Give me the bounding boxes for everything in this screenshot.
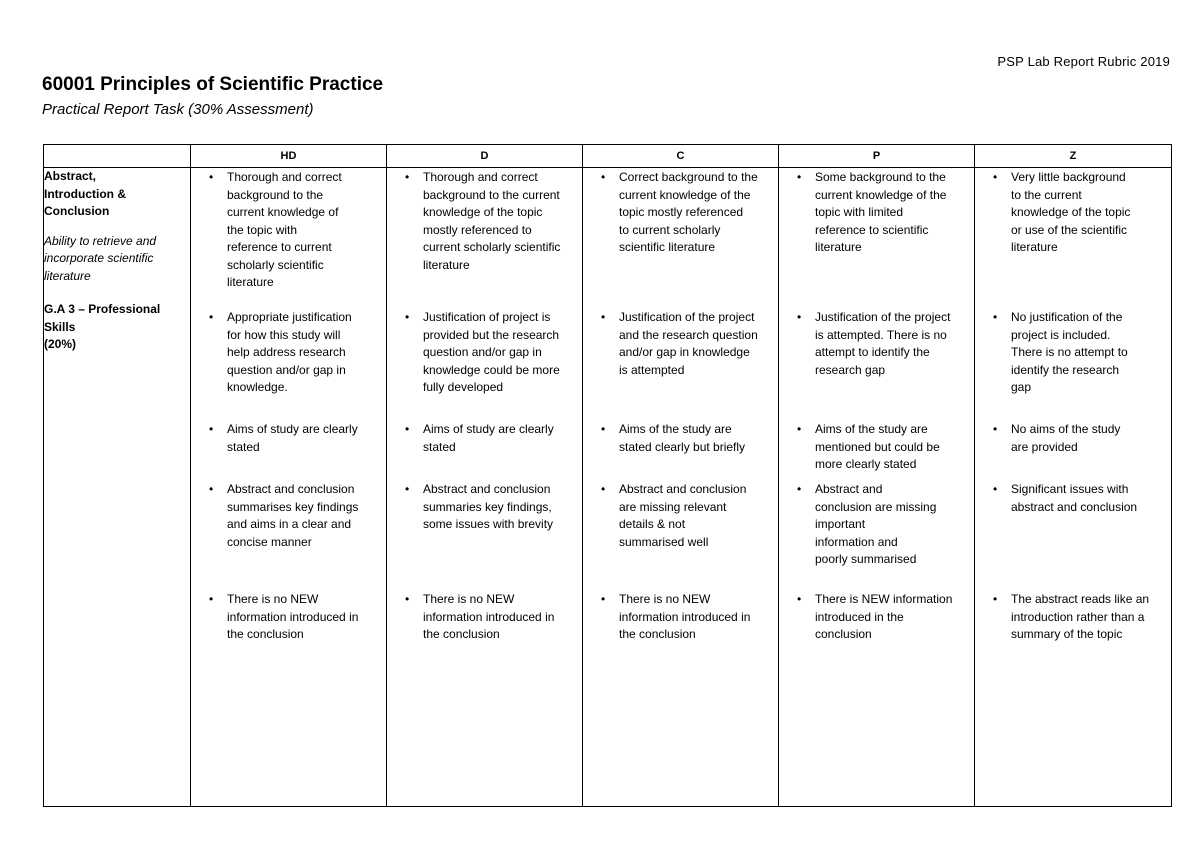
bullet-text-line: identify the research — [1011, 362, 1120, 377]
bullet-text-line: literature — [423, 257, 470, 272]
criterion-name-line: Introduction & — [44, 186, 126, 201]
bullet-text-line: Aims of study are clearly — [227, 422, 358, 436]
bullet-text-line: literature — [1011, 240, 1058, 254]
bullet-text-line: Some background to the — [815, 170, 946, 184]
bullet-dot-icon: • — [993, 310, 998, 324]
bullet-text-line: or use of the scientific — [1011, 222, 1128, 237]
bullet-text-line: No aims of the study — [1011, 422, 1121, 436]
bullet-text-line: Abstract and conclusion — [619, 482, 747, 496]
bullet-dot-icon: • — [797, 310, 802, 324]
bullet-text-line: is attempted — [619, 362, 685, 377]
bullet-dot-icon: • — [993, 422, 998, 436]
bullet-dot-icon: • — [797, 482, 802, 496]
bullet-dot-icon: • — [797, 592, 802, 606]
bullet-text-line: more clearly stated — [815, 457, 917, 471]
criterion-bullet — [993, 169, 1165, 257]
bullet-text-line: information introduced in — [619, 609, 751, 624]
bullet-dot-icon: • — [405, 170, 410, 184]
criterion-bullet — [209, 591, 380, 644]
bullet-text-line: attempt to identify the — [815, 345, 930, 359]
bullet-text-line: question and/or gap in — [423, 345, 542, 359]
bullet-dot-icon: • — [601, 170, 606, 184]
criterion-bullet — [601, 591, 772, 644]
bullet-text-line: conclusion — [815, 627, 872, 641]
graduate-attribute — [44, 301, 190, 354]
bullet-text-line: There is no NEW — [227, 592, 319, 606]
graduate-attribute-line: (20%) — [44, 337, 77, 351]
grade-cell-d — [387, 168, 583, 807]
bullet-text-line: scholarly scientific — [227, 257, 324, 272]
bullet-text-line: reference to current — [227, 240, 332, 254]
criterion-bullet — [601, 309, 772, 379]
bullet-text-line: details & not — [619, 517, 686, 531]
bullet-text-line: knowledge of the topic — [1011, 205, 1131, 219]
bullet-text-line: poorly summarised — [815, 552, 917, 566]
criterion-bullet — [601, 421, 772, 456]
criterion-name — [44, 168, 190, 221]
grade-header-z: Z — [975, 145, 1172, 168]
bullet-text-line: background to the — [227, 187, 324, 202]
criterion-bullet — [993, 421, 1165, 456]
grade-cell-hd — [191, 168, 387, 807]
criterion-description — [44, 233, 190, 286]
page-title: 60001 Principles of Scientific Practice — [42, 74, 384, 95]
bullet-dot-icon: • — [209, 310, 214, 324]
rubric-row — [44, 168, 1172, 807]
bullet-dot-icon: • — [601, 310, 606, 324]
bullet-text-line: scientific literature — [619, 240, 716, 254]
bullet-dot-icon: • — [601, 422, 606, 436]
bullet-text-line: fully developed — [423, 380, 504, 394]
bullet-text-line: project is included. — [1011, 327, 1111, 342]
bullet-dot-icon: • — [797, 170, 802, 184]
bullet-dot-icon: • — [797, 422, 802, 436]
bullet-text-line: to current scholarly — [619, 222, 721, 237]
criterion-cell — [44, 168, 191, 807]
bullet-dot-icon: • — [601, 592, 606, 606]
bullet-text-line: summarises key findings — [227, 499, 359, 514]
grade-cell-c — [583, 168, 779, 807]
bullet-text-line: the conclusion — [227, 627, 304, 641]
bullet-dot-icon: • — [405, 592, 410, 606]
bullet-dot-icon: • — [601, 482, 606, 496]
bullet-text-line: are provided — [1011, 439, 1078, 454]
bullet-text-line: Significant issues with — [1011, 482, 1129, 496]
bullet-text-line: abstract and conclusion — [1011, 499, 1138, 514]
bullet-text-line: No justification of the — [1011, 310, 1123, 324]
bullet-text-line: some issues with brevity — [423, 517, 554, 531]
bullet-text-line: literature — [815, 240, 862, 254]
bullet-text-line: important — [815, 517, 866, 531]
criterion-bullet — [405, 481, 576, 534]
page-label: PSP Lab Report Rubric 2019 — [997, 54, 1170, 69]
bullet-text-line: and aims in a clear and — [227, 517, 352, 531]
bullet-text-line: literature — [227, 275, 274, 289]
bullet-text-line: help address research — [227, 345, 346, 359]
criterion-bullet — [993, 309, 1165, 397]
bullet-text-line: and the research question — [619, 327, 758, 342]
bullet-text-line: Justification of the project — [619, 310, 755, 324]
bullet-text-line: summaries key findings, — [423, 499, 552, 514]
bullet-text-line: information introduced in — [423, 609, 555, 624]
criterion-bullet — [405, 309, 576, 397]
bullet-text-line: knowledge of the topic — [423, 205, 543, 219]
criterion-bullet — [601, 481, 772, 551]
grade-cell-p — [779, 168, 975, 807]
criterion-description-line: literature — [44, 268, 91, 283]
bullet-text-line: There is no NEW — [619, 592, 711, 606]
bullet-text-line: gap — [1011, 380, 1032, 394]
bullet-text-line: concise manner — [227, 534, 312, 549]
bullet-text-line: Aims of the study are — [619, 422, 732, 436]
page-subtitle: Practical Report Task (30% Assessment) — [42, 101, 314, 118]
criterion-bullet — [209, 169, 380, 292]
bullet-text-line: the topic with — [227, 222, 298, 237]
bullet-text-line: background to the current — [423, 187, 560, 202]
bullet-text-line: mostly referenced to — [423, 222, 532, 237]
bullet-text-line: mentioned but could be — [815, 439, 940, 454]
criterion-bullet — [209, 481, 380, 551]
bullet-text-line: research gap — [815, 362, 886, 377]
criterion-description-line: Ability to retrieve and — [44, 233, 157, 248]
grade-cell-z — [975, 168, 1172, 807]
bullet-text-line: the conclusion — [423, 627, 500, 641]
bullet-dot-icon: • — [405, 422, 410, 436]
bullet-text-line: topic mostly referenced — [619, 205, 744, 219]
bullet-text-line: Abstract and conclusion — [423, 482, 551, 496]
graduate-attribute-line: G.A 3 – Professional — [44, 302, 161, 316]
bullet-text-line: Correct background to the — [619, 170, 758, 184]
bullet-text-line: for how this study will — [227, 327, 341, 342]
bullet-text-line: stated clearly but briefly — [619, 439, 746, 454]
rubric-table — [43, 144, 1172, 807]
criterion-bullet — [405, 421, 576, 456]
bullet-text-line: Very little background — [1011, 170, 1126, 184]
bullet-text-line: current knowledge of the — [619, 187, 751, 202]
bullet-text-line: reference to scientific — [815, 222, 929, 237]
criterion-bullet — [993, 591, 1165, 644]
bullet-dot-icon: • — [993, 482, 998, 496]
grade-header-c: C — [583, 145, 779, 168]
bullet-text-line: summary of the topic — [1011, 627, 1123, 641]
bullet-text-line: knowledge. — [227, 380, 288, 394]
bullet-text-line: the conclusion — [619, 627, 696, 641]
bullet-text-line: information introduced in — [227, 609, 359, 624]
bullet-dot-icon: • — [209, 422, 214, 436]
bullet-text-line: is attempted. There is no — [815, 327, 947, 342]
bullet-text-line: provided but the research — [423, 327, 560, 342]
grade-header-p: P — [779, 145, 975, 168]
bullet-dot-icon: • — [405, 310, 410, 324]
bullet-text-line: There is NEW information — [815, 592, 953, 606]
criterion-bullet — [405, 591, 576, 644]
criterion-bullet — [405, 169, 576, 274]
rubric-header-row — [44, 145, 1172, 168]
criterion-name-line: Conclusion — [44, 204, 110, 218]
criterion-bullet — [209, 421, 380, 456]
bullet-text-line: current knowledge of — [227, 205, 339, 219]
blank-header-cell — [44, 145, 191, 168]
bullet-text-line: Aims of study are clearly — [423, 422, 554, 436]
criterion-bullet — [797, 169, 968, 257]
bullet-dot-icon: • — [993, 592, 998, 606]
criterion-bullet — [601, 169, 772, 257]
bullet-text-line: Abstract and conclusion — [227, 482, 355, 496]
bullet-text-line: knowledge could be more — [423, 362, 560, 377]
bullet-text-line: There is no NEW — [423, 592, 515, 606]
bullet-text-line: Thorough and correct — [423, 170, 538, 184]
bullet-text-line: Thorough and correct — [227, 170, 342, 184]
criterion-bullet — [797, 421, 968, 474]
bullet-text-line: introduction rather than a — [1011, 609, 1145, 624]
bullet-text-line: information and — [815, 534, 898, 549]
grade-header-hd: HD — [191, 145, 387, 168]
bullet-dot-icon: • — [209, 592, 214, 606]
bullet-text-line: conclusion are missing — [815, 499, 937, 514]
bullet-dot-icon: • — [993, 170, 998, 184]
bullet-text-line: Justification of the project — [815, 310, 951, 324]
bullet-text-line: current scholarly scientific — [423, 240, 561, 254]
bullet-text-line: and/or gap in knowledge — [619, 345, 750, 359]
bullet-text-line: question and/or gap in — [227, 362, 346, 377]
bullet-text-line: stated — [423, 439, 456, 454]
bullet-dot-icon: • — [405, 482, 410, 496]
criterion-description-line: incorporate scientific — [44, 251, 154, 265]
bullet-text-line: to the current — [1011, 187, 1082, 202]
bullet-text-line: Abstract and — [815, 482, 883, 496]
graduate-attribute-line: Skills — [44, 319, 76, 334]
bullet-text-line: There is no attempt to — [1011, 345, 1128, 359]
grade-header-d: D — [387, 145, 583, 168]
bullet-text-line: introduced in the — [815, 609, 904, 624]
bullet-text-line: Appropriate justification — [227, 310, 352, 324]
bullet-text-line: summarised well — [619, 534, 709, 549]
bullet-text-line: topic with limited — [815, 205, 904, 219]
bullet-text-line: The abstract reads like an — [1011, 592, 1150, 606]
bullet-text-line: are missing relevant — [619, 499, 727, 514]
bullet-text-line: stated — [227, 439, 260, 454]
bullet-text-line: Justification of project is — [423, 310, 551, 324]
bullet-text-line: current knowledge of the — [815, 187, 947, 202]
criterion-bullet — [797, 481, 968, 569]
bullet-dot-icon: • — [209, 482, 214, 496]
bullet-dot-icon: • — [209, 170, 214, 184]
criterion-name-line: Abstract, — [44, 169, 97, 183]
bullet-text-line: Aims of the study are — [815, 422, 928, 436]
criterion-bullet — [993, 481, 1165, 516]
criterion-bullet — [797, 309, 968, 379]
criterion-bullet — [797, 591, 968, 644]
criterion-bullet — [209, 309, 380, 397]
